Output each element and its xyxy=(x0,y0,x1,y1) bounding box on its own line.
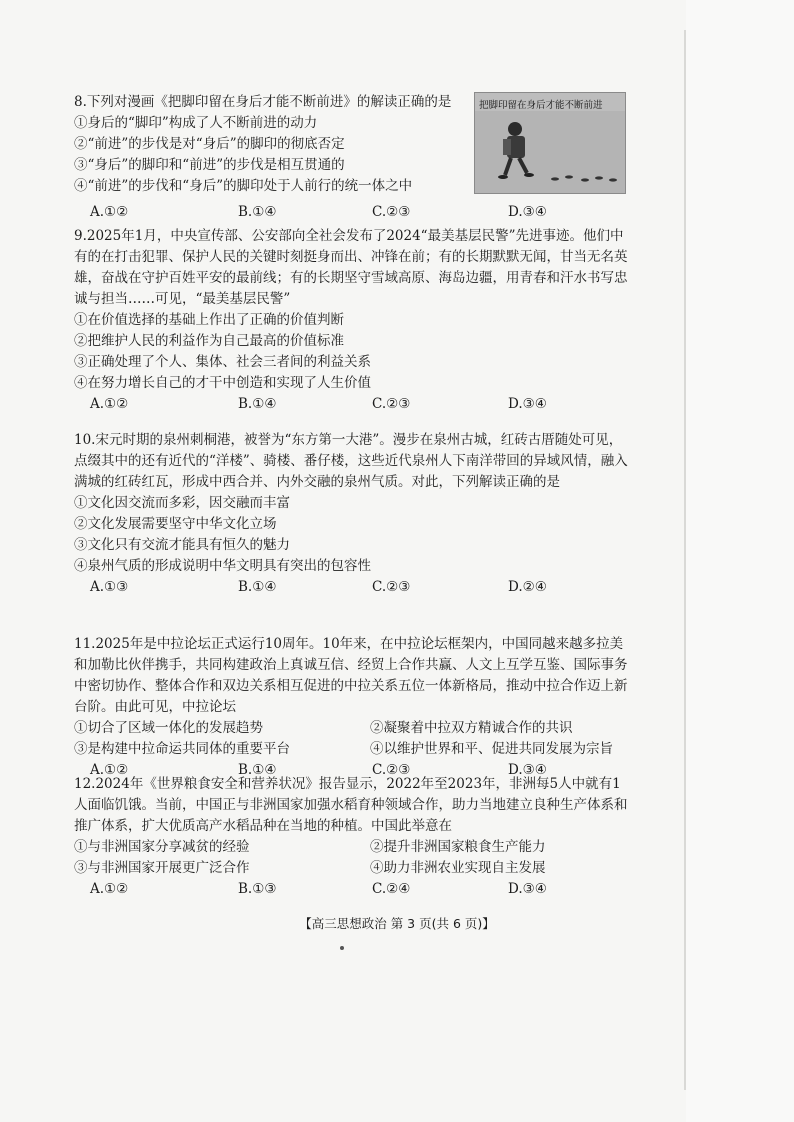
question-10-option-3: ③文化只有交流才能具有恒久的魅力 xyxy=(74,537,290,553)
choice-d[interactable]: D.②④ xyxy=(508,579,547,595)
walking-man-illustration xyxy=(475,93,625,193)
question-11 xyxy=(74,634,630,781)
question-8 xyxy=(74,92,474,197)
question-11-option-3: ③是构建中拉命运共同体的重要平台 xyxy=(74,741,290,757)
question-8-stem: 8.下列对漫画《把脚印留在身后才能不断前进》的解读正确的是 xyxy=(74,94,452,110)
question-11-option-4: ④以维护世界和平、促进共同发展为宗旨 xyxy=(370,741,613,757)
choice-a[interactable]: A.①② xyxy=(90,396,129,412)
question-11-stem: 11.2025年是中拉论坛正式运行10周年。10年来，在中拉论坛框架内，中国同越来越多拉美和加勒比伙伴携手，共同构建政治上真诚互信、经贸上合作共赢、人文上互学互鉴、国际事务中密切协作、整体合作和双边关系相互促进的中拉关系五位一体新格局，推动中拉合作迈上新台阶。由此可见，中拉论坛 xyxy=(74,636,628,715)
question-9-option-1: ①在价值选择的基础上作出了正确的价值判断 xyxy=(74,312,344,328)
question-9-option-3: ③正确处理了个人、集体、社会三者间的利益关系 xyxy=(74,354,371,370)
choice-a[interactable]: A.①② xyxy=(90,204,129,220)
question-12-option-4: ④助力非洲农业实现自主发展 xyxy=(370,860,546,876)
right-margin xyxy=(686,0,794,1122)
choice-d[interactable]: D.③④ xyxy=(508,396,547,412)
choice-c[interactable]: C.②③ xyxy=(372,579,411,595)
question-9-stem: 9.2025年1月，中央宣传部、公安部向全社会发布了2024“最美基层民警”先进事迹。他们中有的在打击犯罪、保护人民的关键时刻挺身而出、冲锋在前；有的长期默默无闻，甘当无名英雄，奋战在守护百姓平安的最前线；有的长期坚守雪域高原、海岛边疆，用青春和汗水书写忠诚与担当……可见，“最美基层民警” xyxy=(74,228,628,307)
choice-a[interactable]: A.①③ xyxy=(90,579,129,595)
choice-d[interactable]: D.③④ xyxy=(508,762,547,778)
question-10-option-4: ④泉州气质的形成说明中华文明具有突出的包容性 xyxy=(74,558,371,574)
question-10-option-1: ①文化因交流而多彩，因交融而丰富 xyxy=(74,495,290,511)
question-9-option-2: ②把维护人民的利益作为自己最高的价值标准 xyxy=(74,333,344,349)
question-8-choices xyxy=(74,202,634,223)
question-9-choices xyxy=(74,394,630,415)
question-8-option-2: ②“前进”的步伐是对“身后”的脚印的彻底否定 xyxy=(74,136,345,152)
question-11-option-1: ①切合了区域一体化的发展趋势 xyxy=(74,720,263,736)
question-12-option-2: ②提升非洲国家粮食生产能力 xyxy=(370,839,546,855)
choice-a[interactable]: A.①② xyxy=(90,762,129,778)
question-10 xyxy=(74,430,630,598)
choice-b[interactable]: B.①④ xyxy=(238,579,277,595)
question-9 xyxy=(74,226,630,415)
question-10-option-2: ②文化发展需要坚守中华文化立场 xyxy=(74,516,277,532)
comic-title: 把脚印留在身后才能不断前进 xyxy=(479,100,603,111)
question-12-choices xyxy=(74,879,630,900)
question-8-option-1: ①身后的“脚印”构成了人不断前进的动力 xyxy=(74,115,318,131)
question-10-choices xyxy=(74,577,630,598)
choice-b[interactable]: B.①③ xyxy=(238,881,277,897)
question-8-option-3: ③“身后”的脚印和“前进”的步伐是相互贯通的 xyxy=(74,157,345,173)
choice-c[interactable]: C.②④ xyxy=(372,881,411,897)
question-8-option-4: ④“前进”的步伐和“身后”的脚印处于人前行的统一体之中 xyxy=(74,178,413,194)
comic-image xyxy=(474,92,626,194)
scan-speck xyxy=(340,946,344,950)
choice-b[interactable]: B.①④ xyxy=(238,762,277,778)
page-footer: 【高三思想政治 第 3 页(共 6 页)】 xyxy=(299,916,495,931)
question-10-stem: 10.宋元时期的泉州刺桐港，被誉为“东方第一大港”。漫步在泉州古城，红砖古厝随处可见，点缀其中的还有近代的“洋楼”、骑楼、番仔楼，这些近代泉州人下南洋带回的异域风情，融入满城的红砖红瓦，形成中西合并、内外交融的泉州气质。对此，下列解读正确的是 xyxy=(74,432,628,490)
question-12-option-3: ③与非洲国家开展更广泛合作 xyxy=(74,860,250,876)
question-12-stem: 12.2024年《世界粮食安全和营养状况》报告显示，2022年至2023年，非洲每5人中就有1人面临饥饿。当前，中国正与非洲国家加强水稻育种领域合作，助力当地建立良种生产体系和推广体系，扩大优质高产水稻品种在当地的种植。中国此举意在 xyxy=(74,776,628,834)
choice-d[interactable]: D.③④ xyxy=(508,204,547,220)
choice-c[interactable]: C.②③ xyxy=(372,396,411,412)
question-9-option-4: ④在努力增长自己的才干中创造和实现了人生价值 xyxy=(74,375,371,391)
choice-a[interactable]: A.①② xyxy=(90,881,129,897)
choice-b[interactable]: B.①④ xyxy=(238,204,277,220)
choice-c[interactable]: C.②③ xyxy=(372,204,411,220)
question-12-option-1: ①与非洲国家分享减贫的经验 xyxy=(74,839,250,855)
choice-c[interactable]: C.②③ xyxy=(372,762,411,778)
choice-d[interactable]: D.③④ xyxy=(508,881,547,897)
choice-b[interactable]: B.①④ xyxy=(238,396,277,412)
question-11-option-2: ②凝聚着中拉双方精诚合作的共识 xyxy=(370,720,573,736)
question-12 xyxy=(74,774,630,900)
